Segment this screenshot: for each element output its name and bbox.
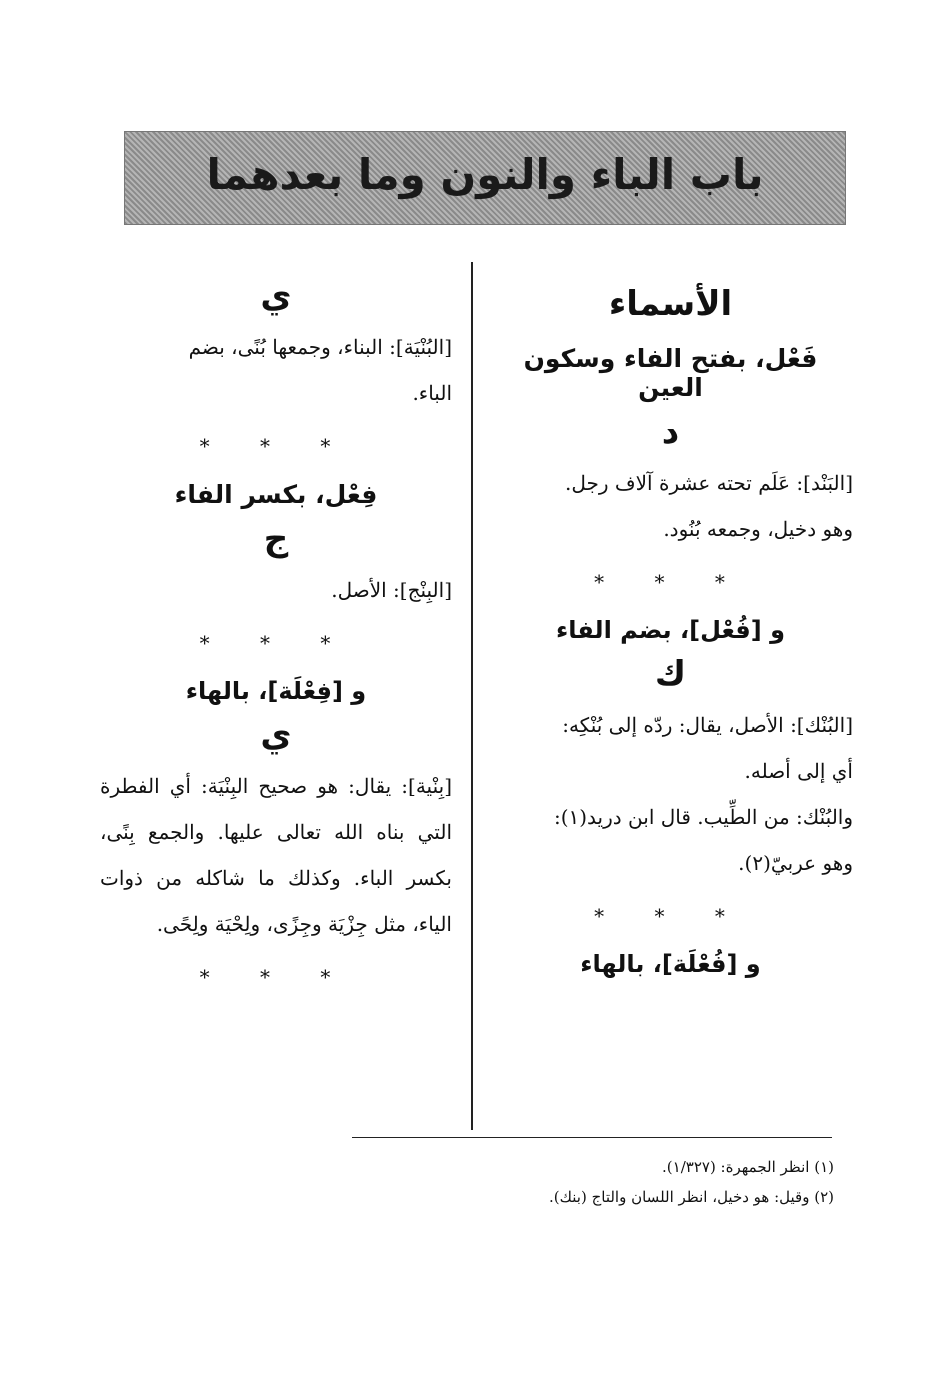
letter-heading: د [661, 412, 680, 452]
column-divider [471, 262, 473, 1130]
section-title: الأسماء [608, 284, 733, 324]
letter-heading: ي [260, 715, 292, 755]
pattern-heading: فِعْل، بكسر الفاء [174, 480, 378, 509]
entry-text: والبُنْك: من الطِّيب. قال ابن دريد(١): [553, 805, 853, 829]
footnotes [134, 1152, 834, 1212]
entry-text: وهو عربيّ(٢). [738, 851, 853, 875]
pattern-heading: و [فِعْلَة]، بالهاء [185, 677, 367, 705]
separator-stars: * * * [199, 631, 353, 655]
entry-text: [البُنْيَة]: البناء، وجمعها بُنًى، بضم [188, 335, 452, 359]
entry-text: أي إلى أصله. [744, 759, 853, 783]
footnote-rule [352, 1137, 832, 1138]
separator-stars: * * * [594, 570, 747, 594]
letter-heading: ج [263, 519, 289, 559]
left-column [100, 270, 452, 1011]
footnote: (٢) وقيل: هو دخيل، انظر اللسان والتاج (بنك). [548, 1188, 834, 1206]
entry-text: الباء. [412, 381, 452, 405]
entry-text: [البُنْك]: الأصل، يقال: ردّه إلى بُنْكِه: [562, 713, 853, 737]
separator-stars: * * * [594, 904, 747, 928]
chapter-title: باب الباء والنون وما بعدهما [206, 150, 764, 199]
pattern-heading: و [فُعْلَة]، بالهاء [580, 950, 761, 978]
entry-text: [بِنْية]: يقال: هو صحيح البِنْيَة: أي الفطرة التي بناه الله تعالى عليها. والجمع بِنًى، بكسر الباء. وكذلك ما شاكله من ذوات الياء، مثل جِزْيَة وجِزًى، ولِحْيَة ولِحًى. [100, 774, 452, 936]
footnote: (١) انظر الجمهرة: (١/٣٢٧). [662, 1158, 834, 1176]
letter-heading: ي [260, 276, 292, 316]
separator-stars: * * * [199, 434, 353, 458]
pattern-heading: و [فُعْل]، بضم الفاء [556, 616, 785, 644]
letter-heading: ك [654, 654, 687, 694]
pattern-heading: فَعْل، بفتح الفاء وسكون العين [523, 344, 818, 402]
chapter-banner [124, 131, 846, 225]
entry-text: [البَنْد]: عَلَم تحته عشرة آلاف رجل. [565, 471, 853, 495]
separator-stars: * * * [199, 965, 353, 989]
entry-text: وهو دخيل، وجمعه بُنُود. [663, 517, 853, 541]
entry-text: [البِنْج]: الأصل. [331, 578, 452, 602]
right-column [488, 270, 853, 988]
